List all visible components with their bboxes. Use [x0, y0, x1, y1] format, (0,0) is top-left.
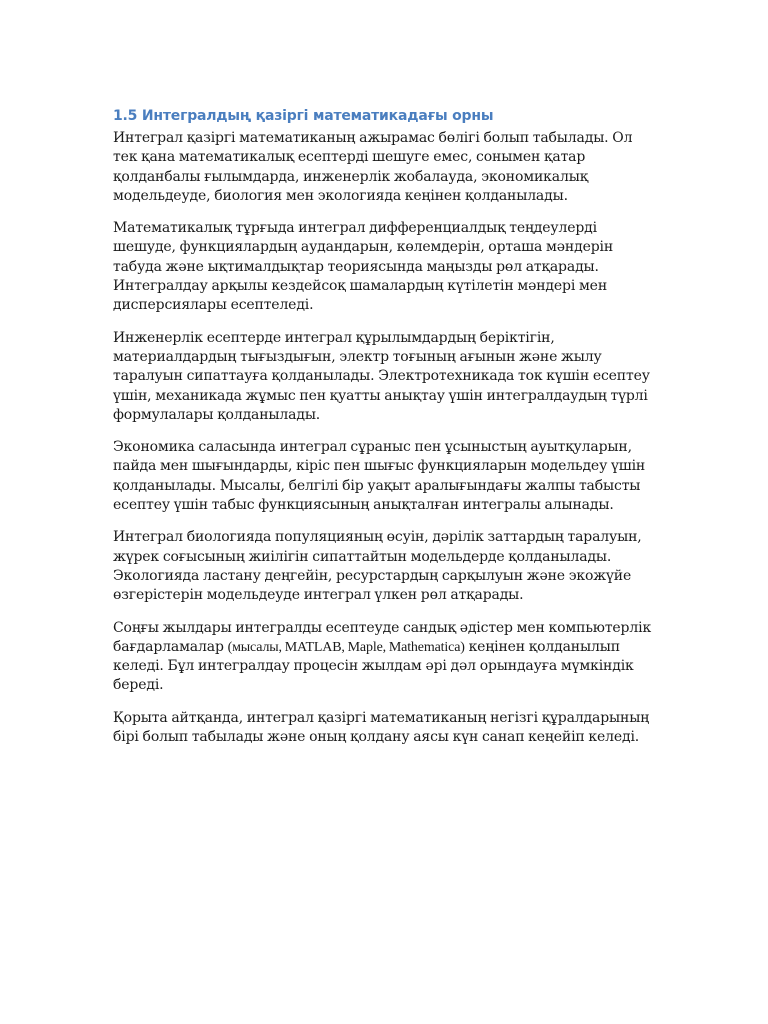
software-text-before: Соңғы жылдары интегралды есептеуде сандық әдістер мен компьютерлік бағдарламалар [113, 619, 652, 655]
software-text-after: кеңінен қолданылып келеді. Бұл интегралдау процесін жылдам әрі дәл орындауға мүмкіндік береді. [113, 638, 634, 694]
software-examples: (мысалы, MATLAB, Maple, Mathematica) [227, 639, 465, 655]
document-body [113, 105, 658, 760]
paragraph-biology: Интеграл биологияда популяцияның өсуін, дәрілік заттардың таралуын, жүрек соғысының жиілігін сипаттайтын модельдерде қолданылады. Экологияда ластану деңгейін, ресурстардың сарқылуын және экожүйе өзгерістерін модельдеуде интеграл үлкен рөл атқарады. [113, 529, 642, 604]
paragraph-software [113, 619, 658, 696]
paragraph-engineering: Инженерлік есептерде интеграл құрылымдардың беріктігін, материалдардың тығыздығын, электр тоғының ағынын және жылу таралуын сипаттауға қолданылады. Электротехникада ток күшін есептеу үшін, механикада жұмыс пен қуатты анықтау үшін интегралдаудың түрлі формулалары қолданылады. [113, 329, 650, 423]
paragraph-mathematics: Математикалық тұрғыда интеграл дифференциалдық теңдеулерді шешуде, функциялардың аудандарын, көлемдерін, орташа мәндерін табуда және ықтималдықтар теориясында маңызды рөл атқарады. Интегралдау арқылы кездейсоқ шамалардың күтілетін мәндері мен дисперсиялары есептеледі. [113, 220, 614, 314]
paragraph-economics: Экономика саласында интеграл сұраныс пен ұсыныстың ауытқуларын, пайда мен шығындарды, кіріс пен шығыс функцияларын модельдеу үшін қолданылады. Мысалы, белгілі бір уақыт аралығындағы жалпы табысты есептеу үшін табыс функциясының анықталған интегралы алынады. [113, 439, 646, 514]
paragraph-conclusion: Қорыта айтқанда, интеграл қазіргі математиканың негізгі құралдарының бірі болып табылады және оның қолдану аясы күн санап кеңейіп келеді. [113, 709, 650, 746]
paragraph-intro: Интеграл қазіргі математиканың ажырамас бөлігі болып табылады. Ол тек қана математикалық есептерді шешуге емес, сонымен қатар қолданбалы ғылымдарда, инженерлік жобалауда, экономикалық модельдеуде, биология мен экологияда кеңінен қолданылады. [113, 130, 633, 204]
section-heading: 1.5 Интегралдың қазіргі математикадағы орны [113, 108, 494, 124]
